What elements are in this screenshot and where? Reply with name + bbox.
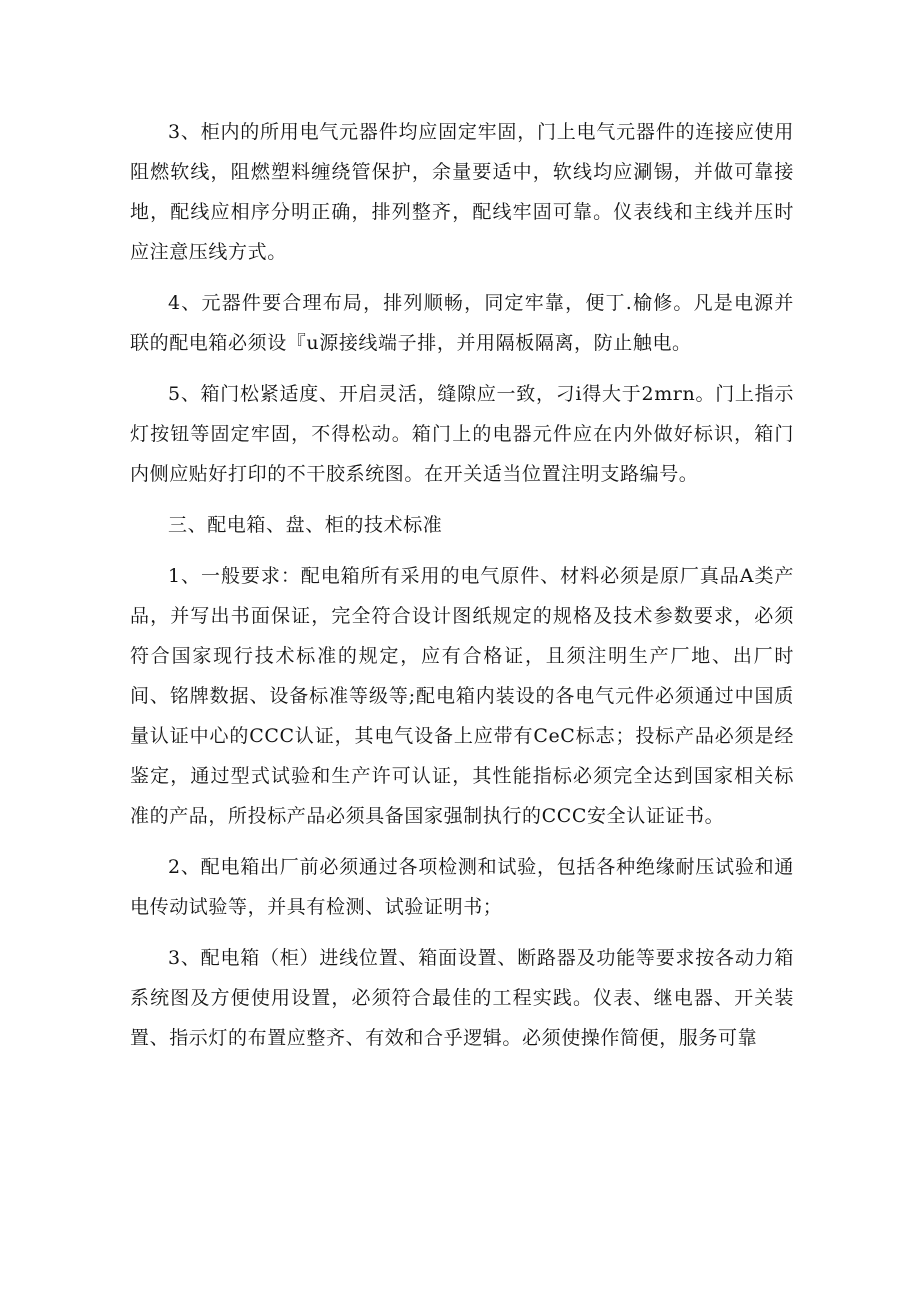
document-body <box>130 112 794 1069</box>
paragraph-item-4-layout: 4、元器件要合理布局，排列顺畅，同定牢靠，便丁.榆修。凡是电源并联的配电箱必须设『u源接线端子排，并用隔板隔离，防止触电。 <box>130 292 794 354</box>
paragraph-item-5-door: 5、箱门松紧适度、开启灵活，缝隙应一致，刁i得大于2mrn。门上指示灯按钮等固定牢固，不得松动。箱门上的电器元件应在内外做好标识，箱门内侧应贴好打印的不干胶系统图。在开关适当位置注明支路编号。 <box>130 383 794 485</box>
section-heading-technical-standards: 三、配电箱、盘、柜的技术标准 <box>168 514 443 536</box>
paragraph-item-3-wiring: 3、柜内的所用电气元器件均应固定牢固，门上电气元器件的连接应使用阻燃软线，阻燃塑料缠绕管保护，余量要适中，软线均应涮锡，并做可靠接地，配线应相序分明正确，排列整齐，配线牢固可靠。仪表线和主线并压时应注意压线方式。 <box>130 121 794 263</box>
paragraph-general-requirements: 1、一般要求：配电箱所有采用的电气原件、材料必须是原厂真品A类产品，并写出书面保证，完全符合设计图纸规定的规格及技术参数要求，必须符合国家现行技术标准的规定，应有合格证，且须注明生产厂地、出厂时间、铭牌数据、设备标准等级等;配电箱内装设的各电气元件必须通过中国质量认证中心的CCC认证，其电气设备上应带有CeC标志；投标产品必须是经鉴定，通过型式试验和生产许可认证，其性能指标必须完全达到国家相关标准的产品，所投标产品必须具备国家强制执行的CCC安全认证证书。 <box>130 565 794 827</box>
paragraph-factory-testing: 2、配电箱出厂前必须通过各项检测和试验，包括各种绝缘耐压试验和通电传动试验等，并具有检测、试验证明书； <box>130 856 794 918</box>
paragraph-layout-requirements: 3、配电箱（柜）进线位置、箱面设置、断路器及功能等要求按各动力箱系统图及方便使用设置，必须符合最佳的工程实践。仪表、继电器、开关装置、指示灯的布置应整齐、有效和合乎逻辑。必须使操作简便，服务可靠 <box>130 947 794 1049</box>
